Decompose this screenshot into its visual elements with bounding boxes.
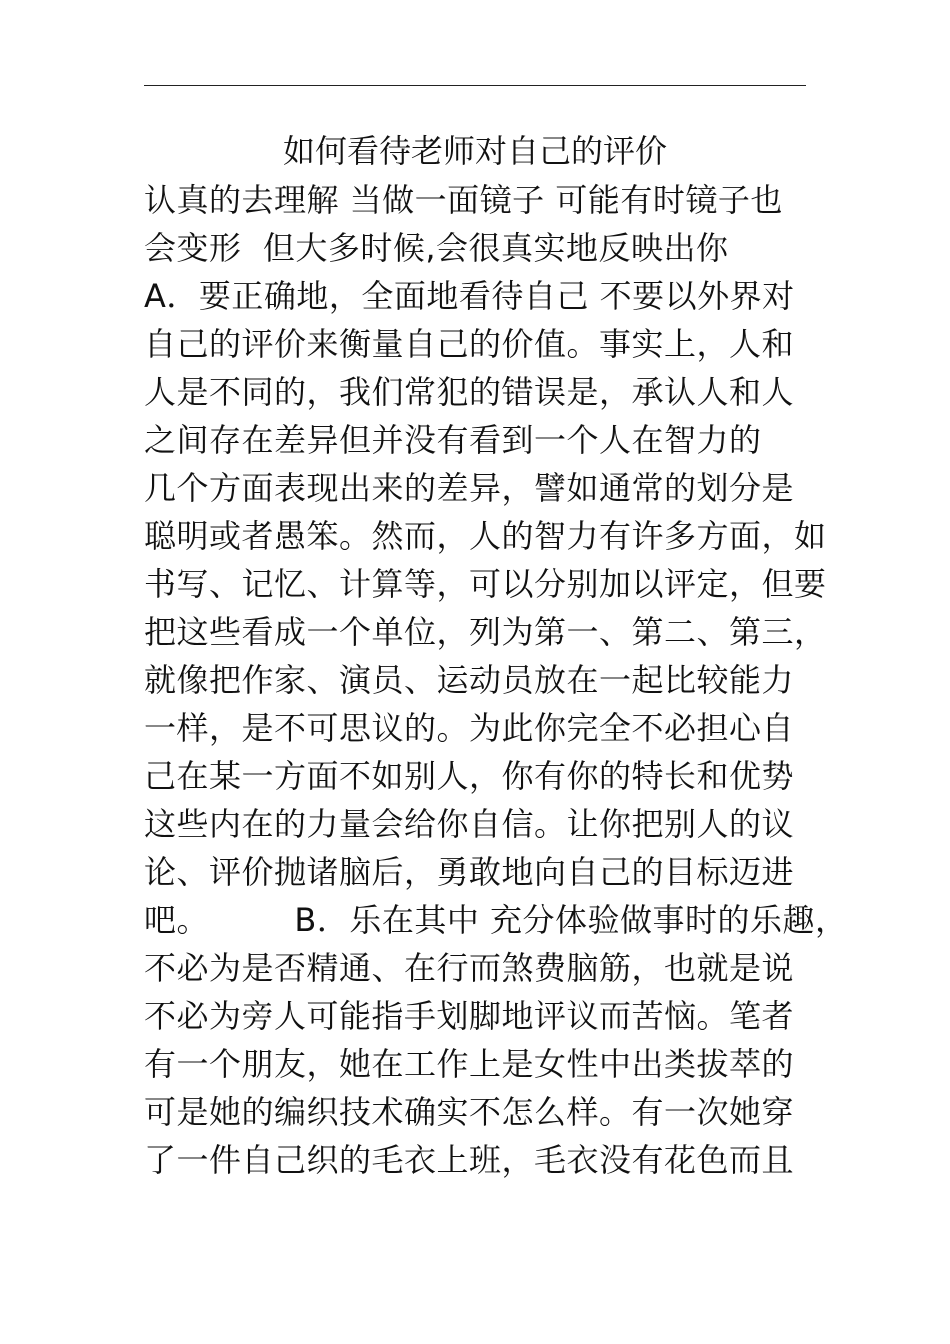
body-line: 就像把作家、演员、运动员放在一起比较能力 bbox=[144, 661, 795, 699]
body-line: 书写、记忆、计算等，可以分别加以评定，但要 bbox=[144, 565, 827, 603]
body-line: 不必为是否精通、在行而煞费脑筋，也就是说 bbox=[144, 949, 795, 987]
body-line: 有一个朋友，她在工作上是女性中出类拔萃的 bbox=[144, 1045, 795, 1083]
body-line: 认真的去理解 当做一面镜子 可能有时镜子也 bbox=[144, 181, 783, 219]
document-title: 如何看待老师对自己的评价 bbox=[282, 132, 667, 170]
body-line: 自己的评价来衡量自己的价值。事实上，人和 bbox=[144, 325, 795, 363]
body-line: 把这些看成一个单位，列为第一、第二、第三， bbox=[144, 613, 827, 651]
body-line: 吧。 B．乐在其中 充分体验做事时的乐趣， bbox=[144, 901, 848, 939]
body-line: 一样，是不可思议的。为此你完全不必担心自 bbox=[144, 709, 795, 747]
body-line: 几个方面表现出来的差异，譬如通常的划分是 bbox=[144, 469, 795, 507]
body-line: 可是她的编织技术确实不怎么样。有一次她穿 bbox=[144, 1093, 795, 1131]
body-line: 论、评价抛诸脑后，勇敢地向自己的目标迈进 bbox=[144, 853, 795, 891]
body-line: 这些内在的力量会给你自信。让你把别人的议 bbox=[144, 805, 795, 843]
header-rule bbox=[144, 85, 806, 86]
body-line: A．要正确地，全面地看待自己 不要以外界对 bbox=[144, 277, 795, 315]
document-body bbox=[144, 176, 848, 1184]
body-line: 了一件自己织的毛衣上班，毛衣没有花色而且 bbox=[144, 1141, 795, 1179]
body-line: 之间存在差异但并没有看到一个人在智力的 bbox=[144, 421, 762, 459]
body-line: 聪明或者愚笨。然而，人的智力有许多方面，如 bbox=[144, 517, 827, 555]
body-line: 不必为旁人可能指手划脚地评议而苦恼。笔者 bbox=[144, 997, 795, 1035]
body-line: 会变形 但大多时候,会很真实地反映出你 bbox=[144, 229, 729, 267]
body-line: 人是不同的，我们常犯的错误是，承认人和人 bbox=[144, 373, 795, 411]
body-line: 己在某一方面不如别人，你有你的特长和优势 bbox=[144, 757, 795, 795]
